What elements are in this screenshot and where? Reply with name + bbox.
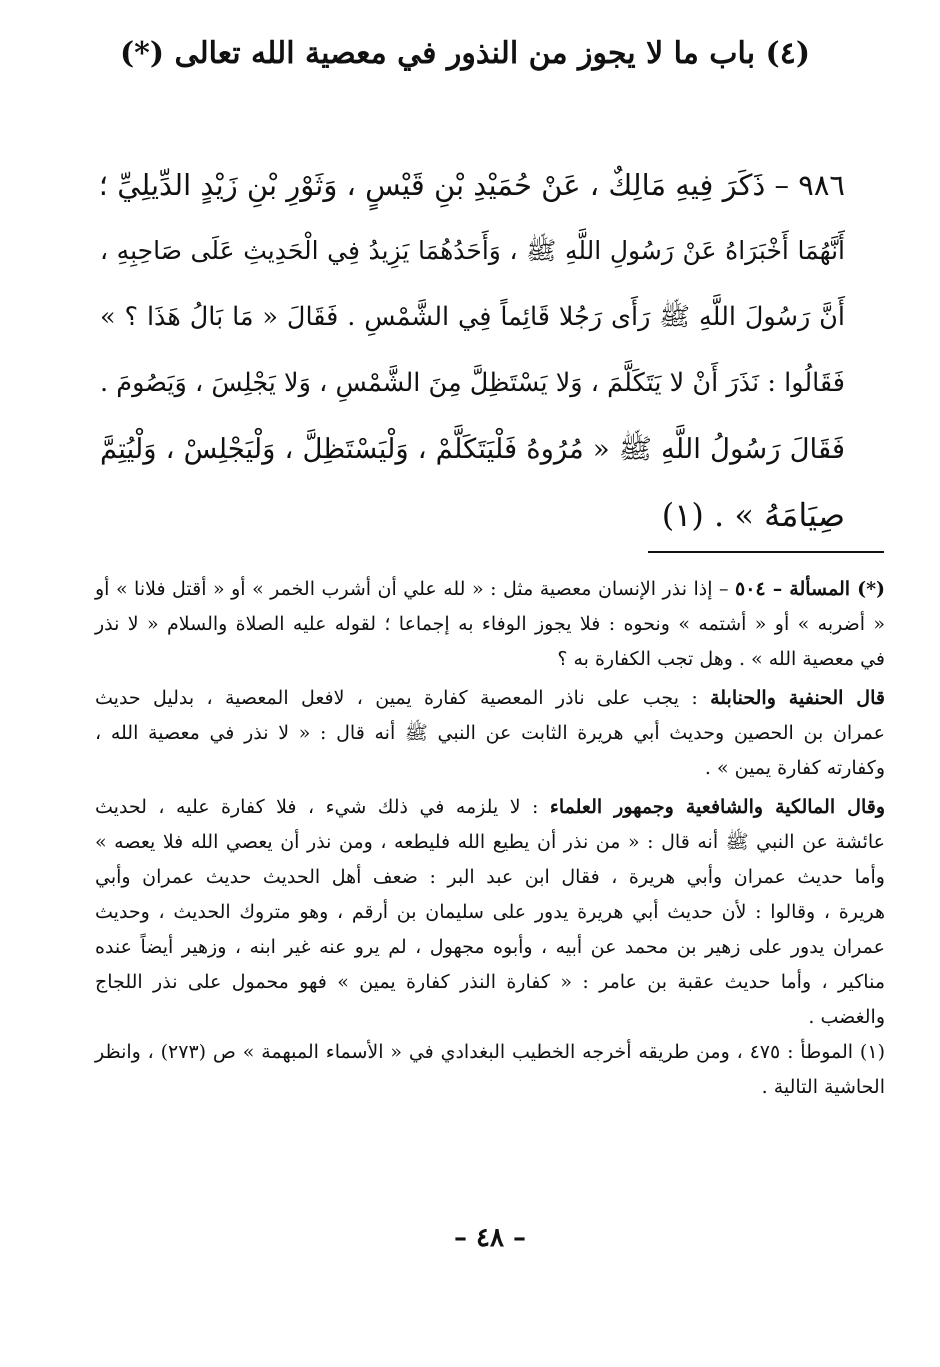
note-line: عائشة عن النبي ﷺ أنه قال : « من نذر أن يطيع الله فليطعه ، ومن نذر أن يعصي الله فلا يعصه »	[95, 831, 885, 853]
chapter-title: (٤) باب ما لا يجوز من النذور في معصية الله تعالى (*)	[119, 36, 811, 71]
footnote-line: (١) الموطأ : ٤٧٥ ، ومن طريقه أخرجه الخطيب البغدادي في « الأسماء المبهمة » ص (٢٧٣) ، وانظر	[95, 1041, 885, 1063]
note-line: والغضب .	[808, 1006, 885, 1028]
note-line: مناكير ، وأما حديث عقبة بن عامر : « كفارة النذر كفارة يمين » فهو محمول على نذر اللجاج	[95, 971, 885, 993]
note-line: وأما حديث عمران وأبي هريرة ، فقال ابن عبد البر : ضعف أهل الحديث حديث عمران وأبي	[95, 866, 885, 888]
footnotes	[95, 572, 885, 1105]
note-heading: قال الحنفية والحنابلة	[710, 687, 885, 709]
footnote-separator	[648, 551, 884, 553]
hadith-line: أَنَّهُمَا أَخْبَرَاهُ عَنْ رَسُولِ اللَّهِ ﷺ ، وَأَحَدُهُمَا يَزِيدُ فِي الْحَدِيثِ عَلَى صَاحِبِهِ ،	[100, 236, 845, 265]
note-line: في معصية الله » . وهل تجب الكفارة به ؟	[557, 648, 885, 670]
footnote-line: الحاشية التالية .	[761, 1076, 885, 1098]
hadith-line: صِيَامَهُ » . (١)	[661, 496, 845, 534]
note-line: عمران يدور على زهير بن محمد عن أبيه ، وأبوه مجهول ، لم يرو عنه غير ابنه ، وزهير أيضاً عنده	[95, 936, 885, 958]
note-line: « أضربه » أو « أشتمه » ونحوه : فلا يجوز الوفاء به إجماعا ؛ لقوله عليه الصلاة والسلام « لا نذر	[95, 613, 885, 635]
hadith-line: أَنَّ رَسُولَ اللَّهِ ﷺ رَأَى رَجُلا قَائِماً فِي الشَّمْسِ . فَقَالَ « مَا بَالُ هَذَا ؟ »	[100, 302, 845, 332]
note-line: وقال المالكية والشافعية وجمهور العلماء : لا يلزمه في ذلك شيء ، فلا كفارة عليه ، لحديث	[95, 796, 885, 818]
note-line: عمران بن الحصين وحديث أبي هريرة الثابت عن النبي ﷺ أنه قال : « لا نذر في معصية الله ،	[95, 722, 885, 744]
hadith-text	[100, 152, 845, 548]
hadith-line: ٩٨٦ – ذَكَرَ فِيهِ مَالِكٌ ، عَنْ حُمَيْدِ بْنِ قَيْسٍ ، وَثَوْرِ بْنِ زَيْدٍ الدِّيلِيِّ ؛	[98, 168, 845, 202]
note-line: قال الحنفية والحنابلة : يجب على ناذر المعصية كفارة يمين ، لافعل المعصية ، بدليل حديث	[95, 687, 885, 709]
hadith-line: فَقَالَ رَسُولُ اللَّهِ ﷺ « مُرُوهُ فَلْيَتَكَلَّمْ ، وَلْيَسْتَظِلَّ ، وَلْيَجْلِسْ ، وَلْيُتِمَّ	[100, 433, 845, 465]
note-heading: وقال المالكية والشافعية وجمهور العلماء	[549, 796, 885, 818]
note-line: هريرة ، وقالوا : لأن حديث أبي هريرة يدور على سليمان بن أرقم ، وهو متروك الحديث ، وحديث	[95, 901, 885, 923]
note-line: وكفارته كفارة يمين » .	[704, 757, 885, 779]
note-heading: (*) المسألة – ٥٠٤	[735, 578, 885, 600]
note-line: (*) المسألة – ٥٠٤ – إذا نذر الإنسان معصية مثل : « لله علي أن أشرب الخمر » أو « أقتل فلانا » أو	[95, 578, 885, 600]
page-number: – ٤٨ –	[453, 1223, 527, 1253]
hadith-line: فَقَالُوا : نَذَرَ أَنْ لا يَتَكَلَّمَ ، وَلا يَسْتَظِلَّ مِنَ الشَّمْسِ ، وَلا يَجْلِسَ ، وَيَصُومَ .	[100, 368, 845, 398]
